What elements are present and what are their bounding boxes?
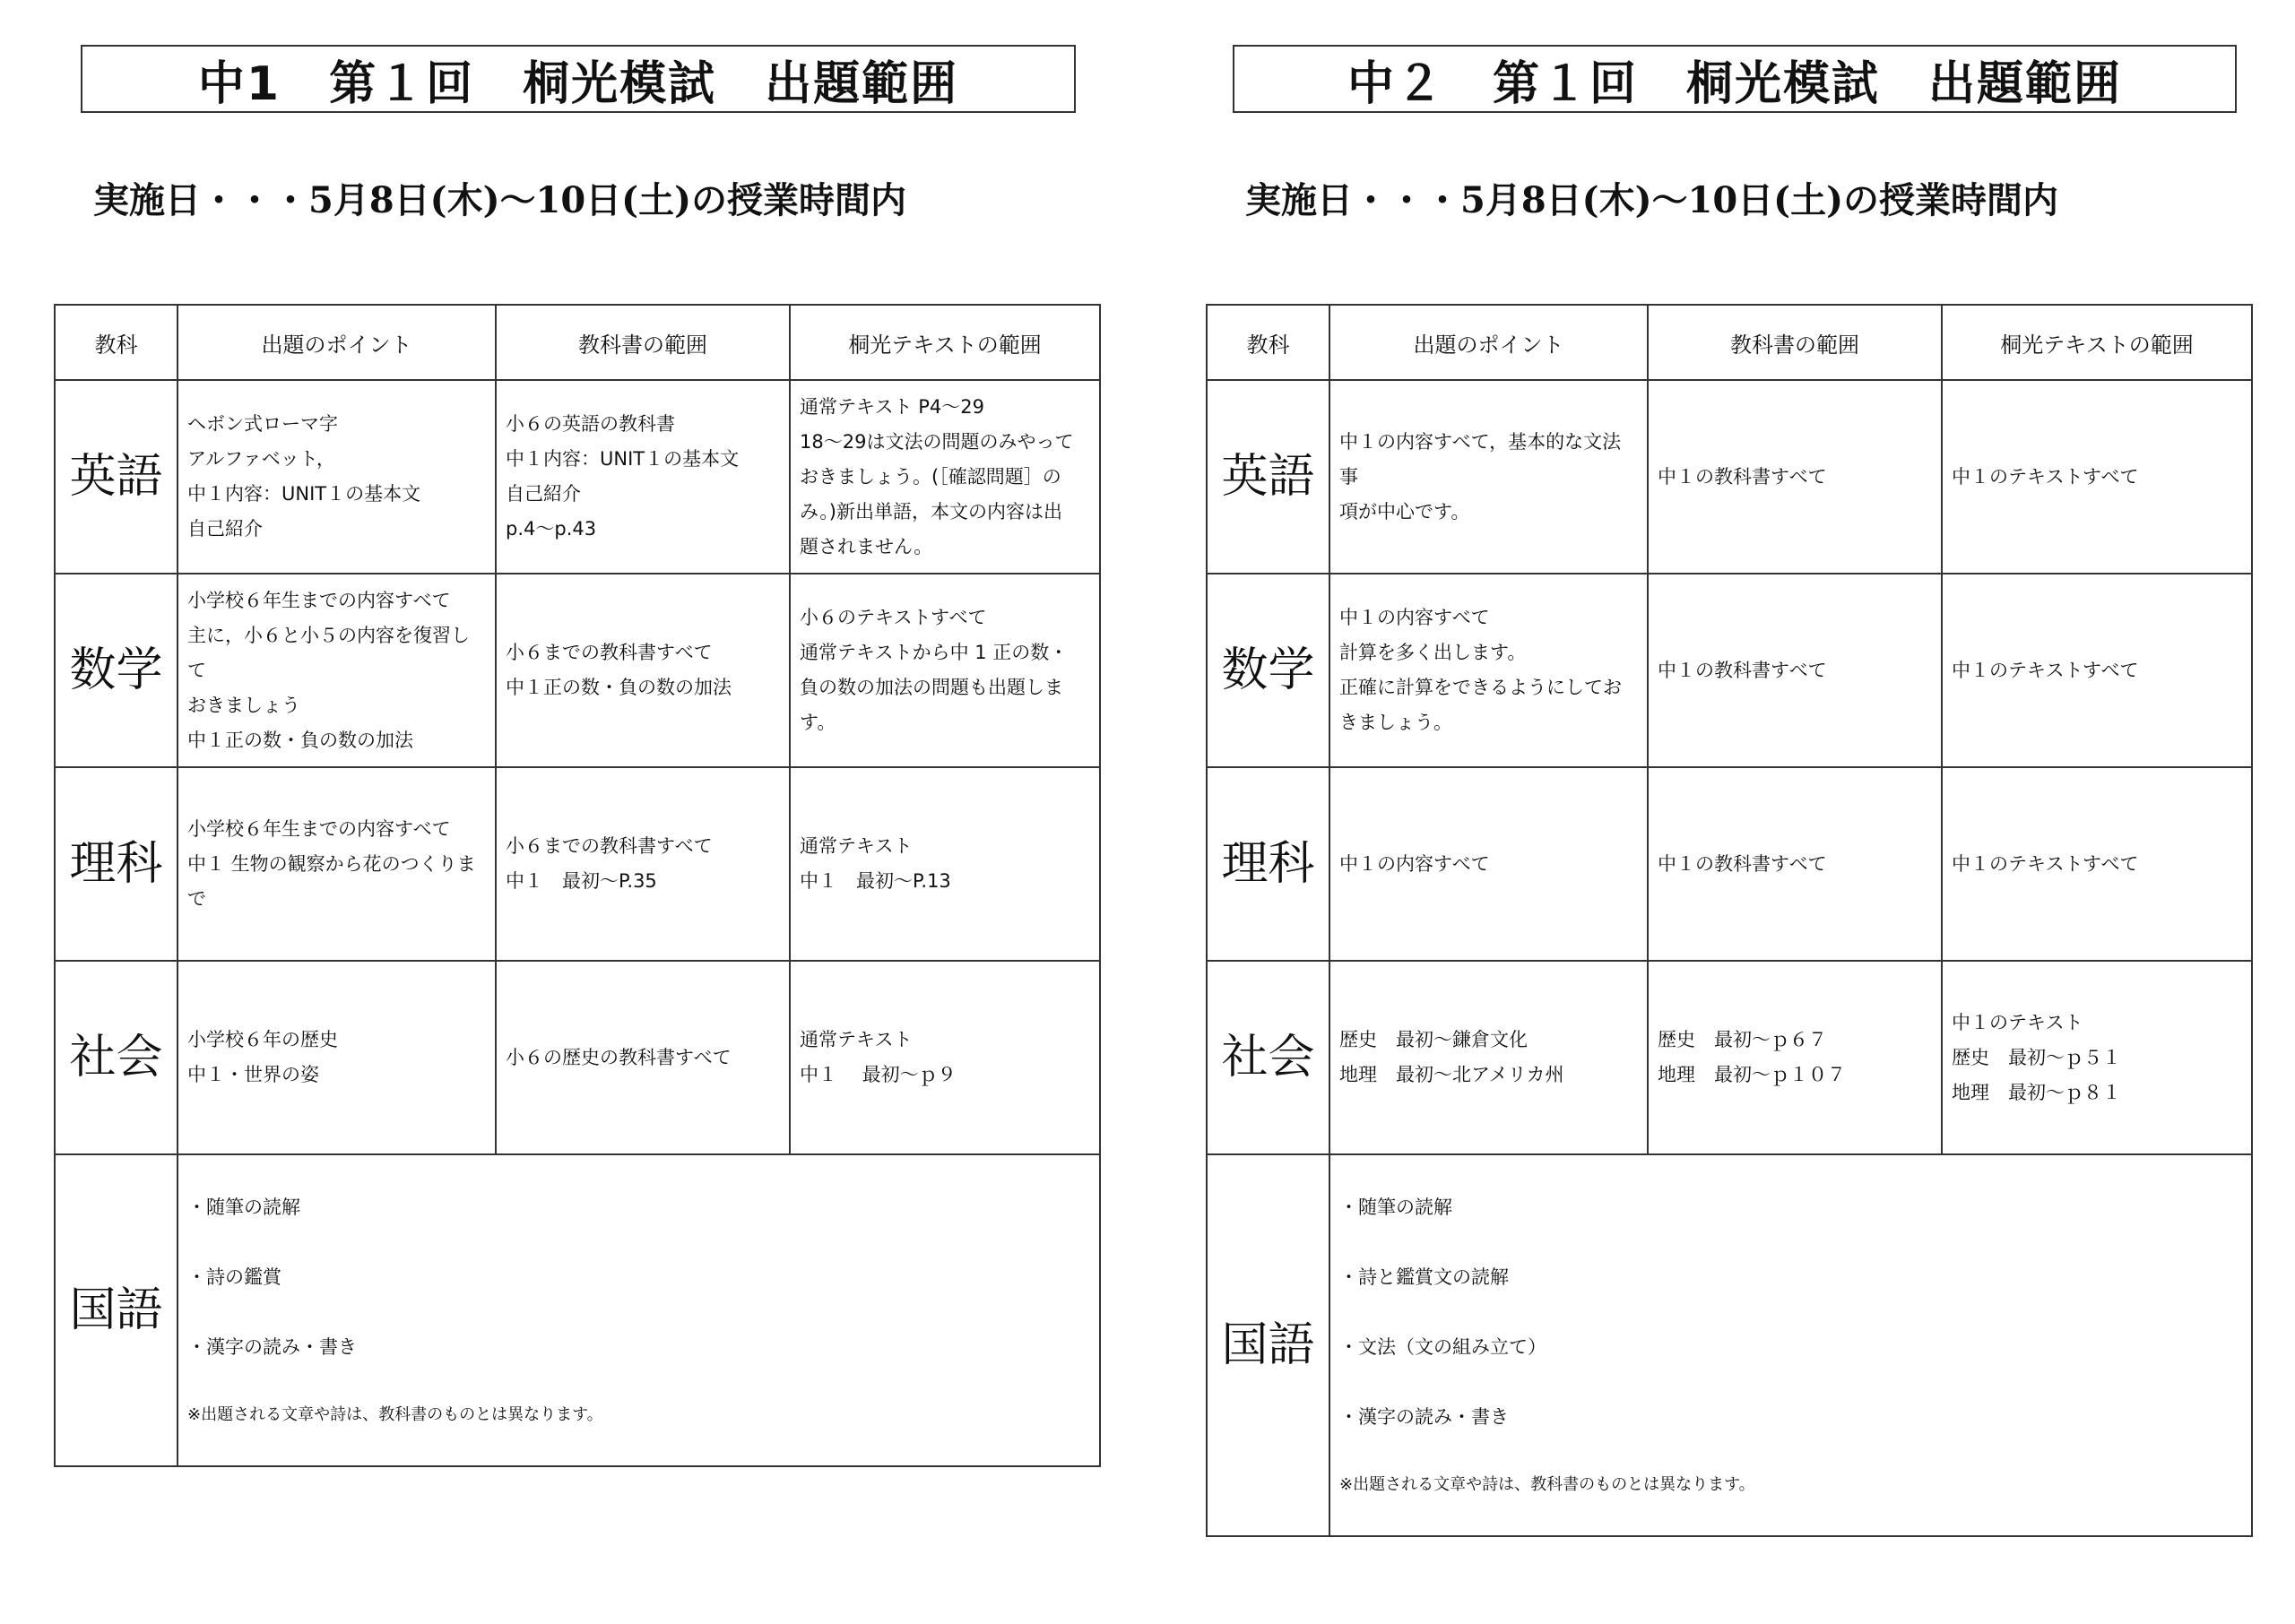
kokugo-note: ※出題される文章や詩は、教科書のものとは異なります。 — [187, 1405, 603, 1424]
subject-cell: 理科 — [55, 767, 178, 961]
panel-grade2 — [1206, 0, 2255, 1624]
point-cell: ヘボン式ローマ字 アルファベット， 中１内容：UNIT１の基本文 自己紹介 — [178, 380, 496, 574]
kokugo-item: ・漢字の読み・書き — [1339, 1406, 1509, 1428]
table-row — [55, 574, 1100, 767]
scope-table — [54, 304, 1101, 1467]
table-row — [1207, 767, 2252, 961]
header-point: 出題のポイント — [1329, 305, 1648, 380]
page-title: 中1 第１回 桐光模試 出題範囲 — [81, 45, 1076, 113]
exam-date: 実施日・・・5月8日(木)～10日(土)の授業時間内 — [1245, 179, 2059, 221]
table-row — [1207, 380, 2252, 574]
header-toko-text: 桐光テキストの範囲 — [790, 305, 1100, 380]
subject-cell: 数学 — [1207, 574, 1329, 767]
toko-cell: 通常テキスト 中１ 最初～P.13 — [790, 767, 1100, 961]
textbook-cell: 小６までの教科書すべて 中１ 最初～P.35 — [496, 767, 790, 961]
textbook-cell: 小６までの教科書すべて 中１正の数・負の数の加法 — [496, 574, 790, 767]
toko-cell: 中１のテキストすべて — [1942, 574, 2252, 767]
header-subject: 教科 — [55, 305, 178, 380]
toko-cell: 中１のテキスト 歴史 最初～ｐ５１ 地理 最初～ｐ８１ — [1942, 961, 2252, 1154]
table-row — [55, 961, 1100, 1154]
table-row-kokugo — [55, 1154, 1100, 1466]
scope-table — [1206, 304, 2253, 1537]
table-row — [1207, 574, 2252, 767]
header-textbook: 教科書の範囲 — [496, 305, 790, 380]
panel-grade1 — [54, 0, 1103, 1624]
textbook-cell: 小６の英語の教科書 中１内容：UNIT１の基本文 自己紹介 p.4～p.43 — [496, 380, 790, 574]
toko-cell: 通常テキスト P4～29 18～29は文法の問題のみやって おきましょう。(［確認問題］の み。)新出単語，本文の内容は出 題されません。 — [790, 380, 1100, 574]
point-cell: 中１の内容すべて，基本的な文法事 項が中心です。 — [1329, 380, 1648, 574]
toko-cell: 通常テキスト 中１ 最初～ｐ９ — [790, 961, 1100, 1154]
point-cell: 小学校６年生までの内容すべて 中１ 生物の観察から花のつくりま で — [178, 767, 496, 961]
header-textbook: 教科書の範囲 — [1648, 305, 1942, 380]
point-cell: 中１の内容すべて 計算を多く出します。 正確に計算をできるようにしてお きましょう。 — [1329, 574, 1648, 767]
header-point: 出題のポイント — [178, 305, 496, 380]
table-header-row — [55, 305, 1100, 380]
kokugo-item: ・漢字の読み・書き — [187, 1336, 357, 1358]
kokugo-cell — [178, 1154, 1100, 1466]
page-title: 中２ 第１回 桐光模試 出題範囲 — [1233, 45, 2237, 113]
kokugo-cell — [1329, 1154, 2252, 1536]
subject-cell: 理科 — [1207, 767, 1329, 961]
kokugo-item: ・文法（文の組み立て） — [1339, 1336, 1546, 1358]
table-row-kokugo — [1207, 1154, 2252, 1536]
point-cell: 歴史 最初～鎌倉文化 地理 最初～北アメリカ州 — [1329, 961, 1648, 1154]
kokugo-item: ・詩と鑑賞文の読解 — [1339, 1266, 1509, 1288]
textbook-cell: 中１の教科書すべて — [1648, 767, 1942, 961]
table-row — [55, 380, 1100, 574]
subject-cell: 国語 — [55, 1154, 178, 1466]
kokugo-item: ・随筆の読解 — [187, 1196, 300, 1218]
subject-cell: 国語 — [1207, 1154, 1329, 1536]
textbook-cell: 中１の教科書すべて — [1648, 574, 1942, 767]
point-cell: 小学校６年の歴史 中１・世界の姿 — [178, 961, 496, 1154]
table-header-row — [1207, 305, 2252, 380]
header-subject: 教科 — [1207, 305, 1329, 380]
toko-cell: 中１のテキストすべて — [1942, 380, 2252, 574]
subject-cell: 社会 — [55, 961, 178, 1154]
header-toko-text: 桐光テキストの範囲 — [1942, 305, 2252, 380]
toko-cell: 小６のテキストすべて 通常テキストから中 1 正の数・ 負の数の加法の問題も出題しま す。 — [790, 574, 1100, 767]
kokugo-item: ・詩の鑑賞 — [187, 1266, 281, 1288]
subject-cell: 英語 — [55, 380, 178, 574]
point-cell: 小学校６年生までの内容すべて 主に，小６と小５の内容を復習して おきましょう 中１正の数・負の数の加法 — [178, 574, 496, 767]
textbook-cell: 中１の教科書すべて — [1648, 380, 1942, 574]
point-cell: 中１の内容すべて — [1329, 767, 1648, 961]
kokugo-item: ・随筆の読解 — [1339, 1196, 1452, 1218]
textbook-cell: 小６の歴史の教科書すべて — [496, 961, 790, 1154]
subject-cell: 社会 — [1207, 961, 1329, 1154]
textbook-cell: 歴史 最初～ｐ６７ 地理 最初～ｐ１０７ — [1648, 961, 1942, 1154]
table-row — [1207, 961, 2252, 1154]
subject-cell: 英語 — [1207, 380, 1329, 574]
kokugo-note: ※出題される文章や詩は、教科書のものとは異なります。 — [1339, 1475, 1755, 1494]
toko-cell: 中１のテキストすべて — [1942, 767, 2252, 961]
exam-date: 実施日・・・5月8日(木)～10日(土)の授業時間内 — [93, 179, 907, 221]
table-row — [55, 767, 1100, 961]
subject-cell: 数学 — [55, 574, 178, 767]
